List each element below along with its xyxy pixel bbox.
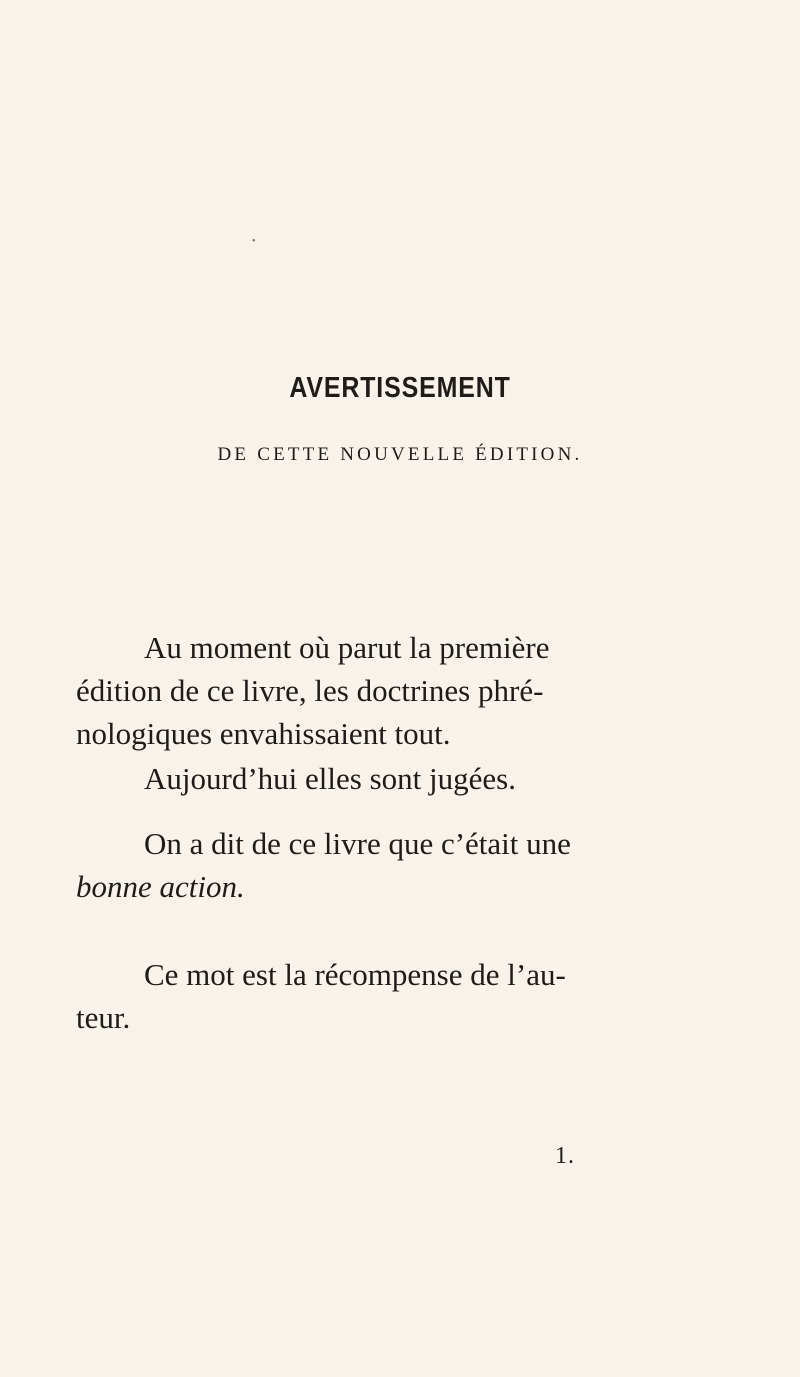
paragraph-4 — [76, 953, 710, 1039]
paragraph-3 — [76, 822, 710, 908]
paragraph-1 — [76, 626, 710, 755]
paragraph-3-line-1: On a dit de ce livre que c’était une — [144, 826, 571, 861]
page-number: 1. — [555, 1143, 575, 1169]
paragraph-4-line-2: teur. — [76, 1000, 131, 1035]
stray-mark: • — [252, 236, 256, 247]
paragraph-1-line-3: nologiques envahissaient tout. — [76, 716, 451, 751]
paragraph-4-line-1: Ce mot est la récompense de l’au- — [144, 957, 566, 992]
paragraph-1-line-2: édition de ce livre, les doctrines phré- — [76, 673, 544, 708]
page-subtitle: DE CETTE NOUVELLE ÉDITION. — [217, 444, 583, 465]
paragraph-3-line-2: bonne action. — [76, 869, 245, 904]
paragraph-2: Aujourd’hui elles sont jugées. — [144, 761, 516, 796]
page-title: AVERTISSEMENT — [289, 372, 511, 404]
paragraph-1-line-1: Au moment où parut la première — [144, 630, 550, 665]
